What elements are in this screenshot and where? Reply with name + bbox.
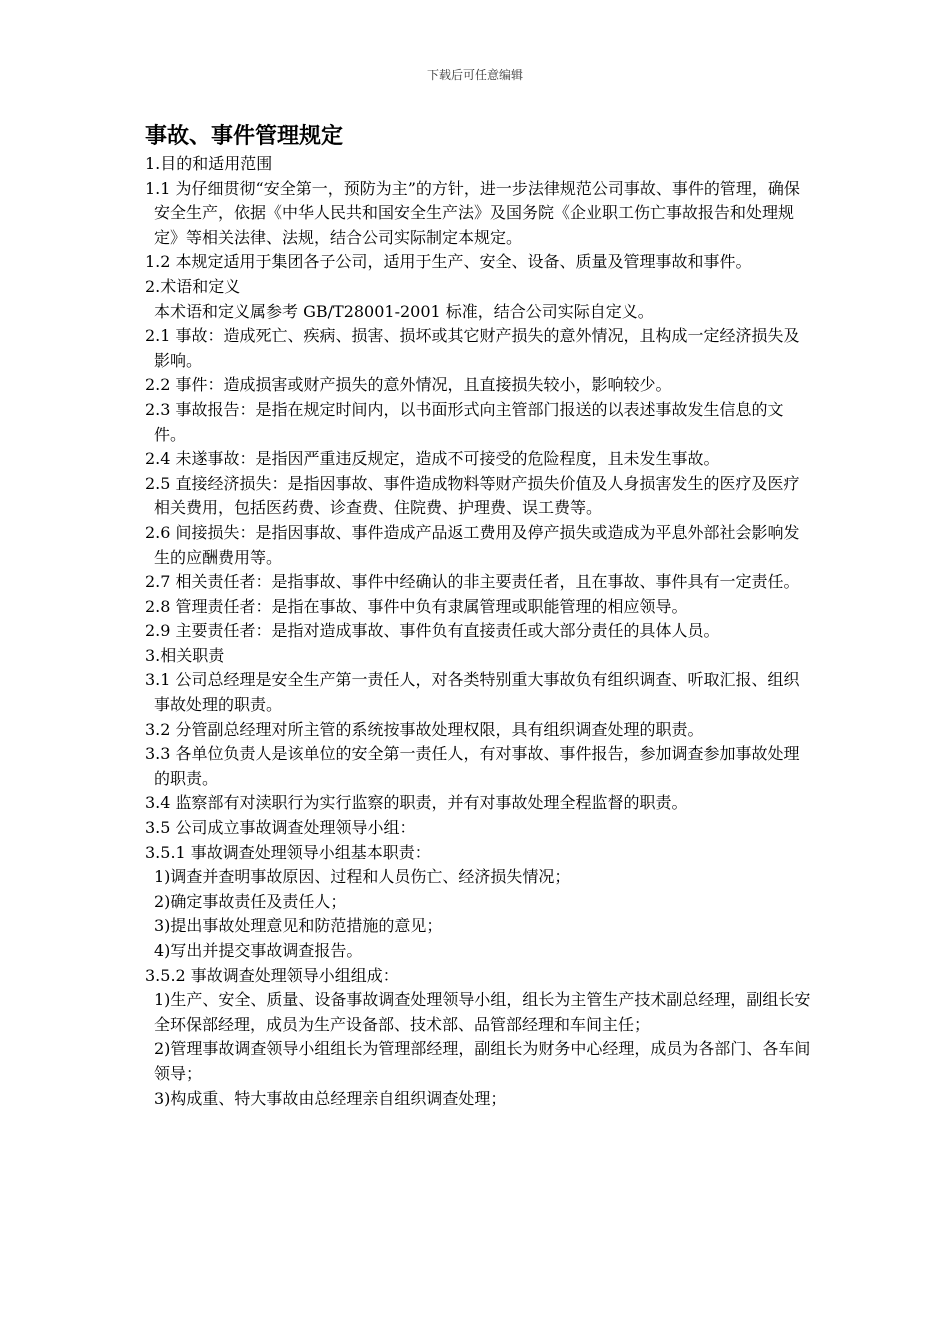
page-header: 下载后可任意编辑	[426, 68, 523, 82]
paragraph: 3.4 监察部有对渎职行为实行监察的职责，并有对事故处理全程监督的职责。	[145, 793, 688, 813]
paragraph: 2)管理事故调查领导小组组长为管理部经理，副组长为财务中心经理，成员为各部门、各车间领导；	[154, 1039, 811, 1083]
paragraph: 3.2 分管副总经理对所主管的系统按事故处理权限，具有组织调查处理的职责。	[145, 719, 704, 739]
paragraph: 4)写出并提交事故调查报告。	[154, 941, 363, 960]
paragraph: 1)调查并查明事故原因、过程和人员伤亡、经济损失情况；	[154, 867, 571, 887]
paragraph: 3)构成重、特大事故由总经理亲自组织调查处理；	[154, 1088, 507, 1108]
paragraph: 2.2 事件：造成损害或财产损失的意外情况，且直接损失较小，影响较少。	[145, 375, 672, 395]
document-body	[145, 122, 815, 1111]
paragraph: 3.5.2 事故调查处理领导小组组成：	[145, 965, 399, 985]
paragraph: 3.3 各单位负责人是该单位的安全第一责任人，有对事故、事件报告，参加调查参加事故处理的职责。	[145, 744, 800, 788]
paragraph: 3)提出事故处理意见和防范措施的意见；	[154, 916, 443, 936]
document-title: 事故、事件管理规定	[145, 124, 344, 149]
paragraph: 2)确定事故责任及责任人；	[154, 891, 347, 911]
paragraph: 1.目的和适用范围	[145, 154, 273, 173]
paragraph-list	[145, 152, 815, 1111]
paragraph: 3.5.1 事故调查处理领导小组基本职责：	[145, 842, 431, 862]
paragraph: 3.相关职责	[145, 645, 225, 665]
paragraph: 2.9 主要责任者：是指对造成事故、事件负有直接责任或大部分责任的具体人员。	[145, 621, 720, 641]
paragraph: 2.3 事故报告：是指在规定时间内，以书面形式向主管部门报送的以表述事故发生信息的文件。	[145, 399, 784, 444]
paragraph: 2.4 未遂事故：是指因严重违反规定，造成不可接受的危险程度，且未发生事故。	[145, 449, 720, 469]
paragraph: 1.2 本规定适用于集团各子公司，适用于生产、安全、设备、质量及管理事故和事件。	[145, 252, 752, 272]
paragraph: 本术语和定义属参考 GB/T28001-2001 标准，结合公司实际自定义。	[154, 301, 654, 321]
paragraph: 2.1 事故：造成死亡、疾病、损害、损坏或其它财产损失的意外情况，且构成一定经济损失及影响。	[145, 326, 800, 370]
paragraph: 3.5 公司成立事故调查处理领导小组：	[145, 818, 416, 838]
paragraph: 2.5 直接经济损失：是指因事故、事件造成物料等财产损失价值及人身损害发生的医疗及医疗相关费用，包括医药费、诊查费、住院费、护理费、误工费等。	[145, 473, 800, 518]
paragraph: 1.1 为仔细贯彻“安全第一，预防为主”的方针，进一步法律规范公司事故、事件的管理，确保安全生产，依据《中华人民共和国安全生产法》及国务院《企业职工伤亡事故报告和处理规定》等相关法律、法规，结合公司实际制定本规定。	[145, 178, 800, 247]
paragraph: 3.1 公司总经理是安全生产第一责任人，对各类特别重大事故负有组织调查、听取汇报、组织事故处理的职责。	[145, 670, 800, 715]
paragraph: 2.7 相关责任者：是指事故、事件中经确认的非主要责任者，且在事故、事件具有一定责任。	[145, 572, 800, 592]
paragraph: 1)生产、安全、质量、设备事故调查处理领导小组，组长为主管生产技术副总经理，副组长安全环保部经理，成员为生产设备部、技术部、品管部经理和车间主任；	[154, 990, 811, 1034]
paragraph: 2.8 管理责任者：是指在事故、事件中负有隶属管理或职能管理的相应领导。	[145, 596, 688, 616]
paragraph: 2.术语和定义	[145, 276, 241, 296]
paragraph: 2.6 间接损失：是指因事故、事件造成产品返工费用及停产损失或造成为平息外部社会影响发生的应酬费用等。	[145, 522, 800, 567]
